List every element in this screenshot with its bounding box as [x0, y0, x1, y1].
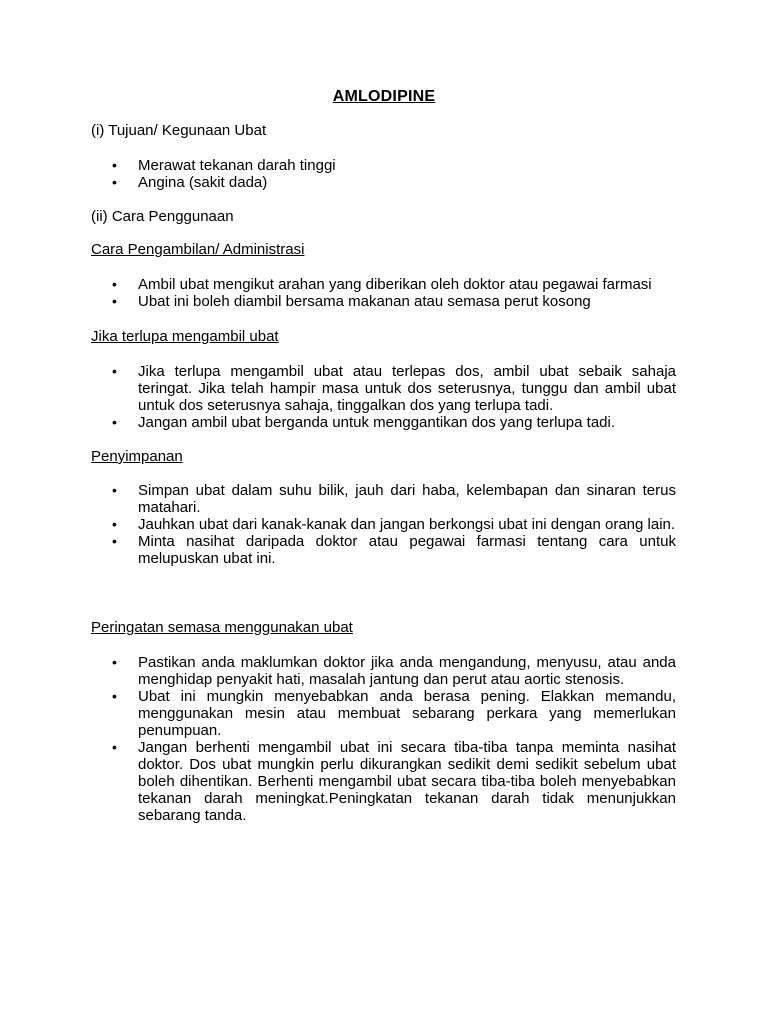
- bullet-icon: •: [112, 157, 117, 173]
- bullet-icon: •: [112, 174, 117, 190]
- warnings-heading: Peringatan semasa menggunakan ubat: [91, 619, 353, 636]
- warnings-list: [91, 654, 676, 824]
- list-item: • Jangan berhenti mengambil ubat ini secara tiba-tiba tanpa meminta nasihat doktor. Dos ubat mungkin perlu dikurangkan sedikit demi sedikit sebelum ubat boleh dihentikan. Berhenti mengambil ubat secara tiba-tiba boleh menyebabkan tekanan darah meningkat.Peningkatan tekanan darah tidak menunjukkan sebarang tanda.: [112, 739, 676, 824]
- list-item: • Ambil ubat mengikut arahan yang diberikan oleh doktor atau pegawai farmasi: [112, 276, 652, 293]
- list-item: • Ubat ini mungkin menyebabkan anda berasa pening. Elakkan memandu, menggunakan mesin atau membuat sebarang perkara yang memerlukan penumpuan.: [112, 688, 676, 739]
- list-item: • Minta nasihat daripada doktor atau pegawai farmasi tentang cara untuk melupuskan ubat ini.: [112, 533, 676, 567]
- bullet-icon: •: [112, 363, 117, 379]
- administration-heading: Cara Pengambilan/ Administrasi: [91, 241, 305, 258]
- bullet-icon: •: [112, 482, 117, 498]
- bullet-icon: •: [112, 414, 117, 430]
- storage-list: [91, 482, 676, 567]
- list-item: • Jauhkan ubat dari kanak-kanak dan jangan berkongsi ubat ini dengan orang lain.: [112, 516, 676, 533]
- missed-dose-heading: Jika terlupa mengambil ubat: [91, 328, 279, 345]
- bullet-icon: •: [112, 739, 117, 755]
- purpose-list: [112, 157, 676, 191]
- list-item: • Simpan ubat dalam suhu bilik, jauh dari haba, kelembapan dan sinaran terus matahari.: [112, 482, 676, 516]
- list-item: • Ubat ini boleh diambil bersama makanan atau semasa perut kosong: [112, 293, 591, 310]
- list-item: • Merawat tekanan darah tinggi: [112, 157, 336, 174]
- list-item: • Pastikan anda maklumkan doktor jika anda mengandung, menyusu, atau anda menghidap penyakit hati, masalah jantung dan perut atau aortic stenosis.: [112, 654, 676, 688]
- list-item: • Angina (sakit dada): [112, 174, 268, 191]
- missed-dose-list: [91, 363, 676, 431]
- bullet-icon: •: [112, 516, 117, 532]
- list-item: • Jika terlupa mengambil ubat atau terlepas dos, ambil ubat sebaik sahaja teringat. Jika telah hampir masa untuk dos seterusnya, tunggu dan ambil ubat untuk dos seterusnya sahaja, tinggalkan dos yang terlupa tadi.: [112, 363, 676, 414]
- section-purpose-heading: (i) Tujuan/ Kegunaan Ubat: [91, 122, 267, 139]
- storage-heading: Penyimpanan: [91, 448, 183, 465]
- bullet-icon: •: [112, 533, 117, 549]
- bullet-icon: •: [112, 688, 117, 704]
- document-title: AMLODIPINE: [332, 88, 436, 105]
- bullet-icon: •: [112, 654, 117, 670]
- administration-list: [91, 276, 676, 310]
- list-item: • Jangan ambil ubat berganda untuk menggantikan dos yang terlupa tadi.: [112, 414, 616, 431]
- bullet-icon: •: [112, 276, 117, 292]
- section-usage-heading: (ii) Cara Penggunaan: [91, 208, 234, 225]
- bullet-icon: •: [112, 293, 117, 309]
